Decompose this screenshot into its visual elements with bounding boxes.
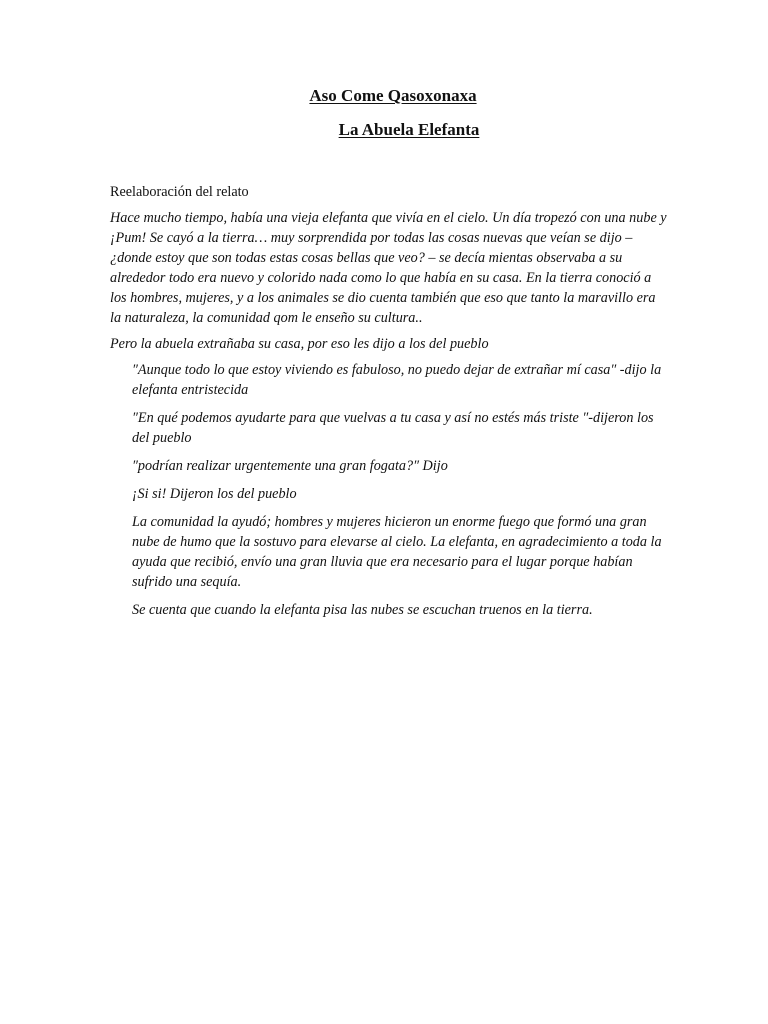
dialogue-line: ¡Si si! Dijeron los del pueblo <box>132 486 297 502</box>
dialogue-line: ″Aunque todo lo que estoy viviendo es fabuloso, no puedo dejar de extrañar mí casa″ -dijo la elefanta entristecida <box>132 362 662 398</box>
dialogue-line: ″En qué podemos ayudarte para que vuelvas a tu casa y así no estés más triste ″-dijeron los del pueblo <box>132 410 654 446</box>
document-body <box>110 182 670 628</box>
document-title: Aso Come Qasoxonaxa <box>309 86 477 105</box>
title-block <box>0 86 768 154</box>
closing-paragraph: La comunidad la ayudó; hombres y mujeres hicieron un enorme fuego que formó una gran nube de humo que la sostuvo para elevarse al cielo. La elefanta, en agradecimiento a toda la ayuda que recibió, envío una gran lluvia que era necesario para el lugar porque habían sufrido una sequía. <box>132 514 662 590</box>
intro-paragraph: Hace mucho tiempo, había una vieja elefanta que vivía en el cielo. Un día tropezó con una nube y ¡Pum! Se cayó a la tierra… muy sorprendida por todas las cosas nuevas que veían se dijo –¿donde estoy que son todas estas cosas bellas que veo? – se decía mientas observaba a su alrededor todo era nuevo y colorido nada como lo que había en su casa. En la tierra conoció a los hombres, mujeres, y a los animales se dio cuenta también que eso que tanto la maravillo era la naturaleza, la comunidad qom le enseño su cultura.. <box>110 210 667 326</box>
second-paragraph: Pero la abuela extrañaba su casa, por eso les dijo a los del pueblo <box>110 336 489 352</box>
section-label: Reelaboración del relato <box>110 184 249 200</box>
dialogue-line: ″podrían realizar urgentemente una gran fogata?″ Dijo <box>132 458 448 474</box>
final-line: Se cuenta que cuando la elefanta pisa las nubes se escuchan truenos en la tierra. <box>132 602 593 618</box>
document-subtitle: La Abuela Elefanta <box>338 120 480 139</box>
dialogue-block <box>132 360 670 620</box>
